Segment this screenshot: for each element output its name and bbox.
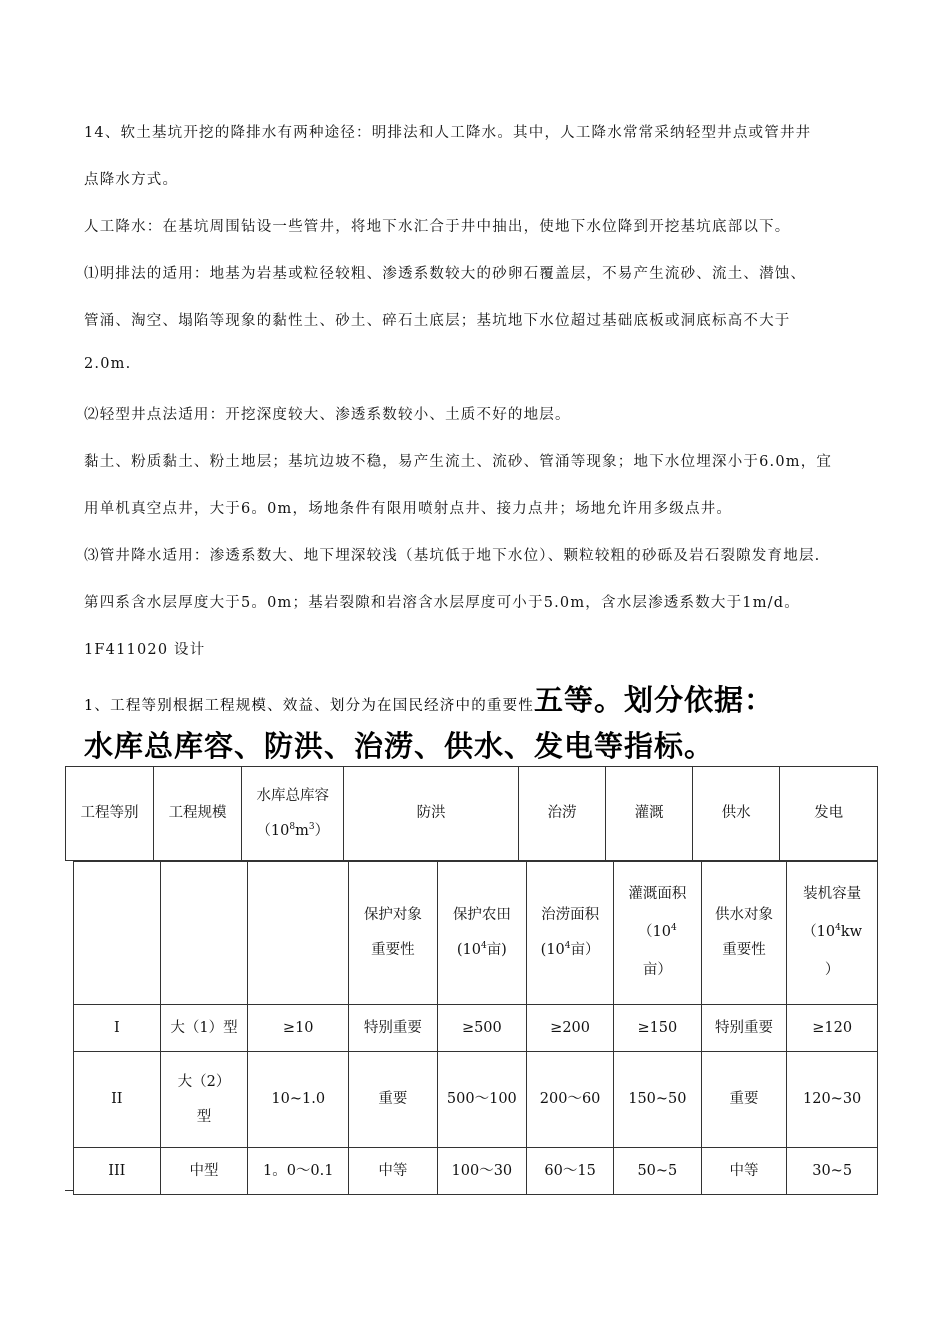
header-capacity-label: 水库总库容 [256,787,329,804]
table-row [74,1148,878,1195]
row1-supply: 特别重要 [701,1005,787,1052]
subheader-empty-3 [248,862,349,1005]
row3-scale: 中型 [160,1148,248,1195]
table-edge-divider [65,1190,73,1191]
row2-drain: 200～60 [527,1052,614,1148]
row3-capacity: 1。0～0.1 [248,1148,349,1195]
row3-protect-object: 中等 [349,1148,437,1195]
row1-grade: I [74,1005,161,1052]
header-scale: 工程规模 [154,767,242,861]
subheader-supply-object: 供水对象 重要性 [701,862,787,1005]
header-flood: 防洪 [344,767,519,861]
row2-grade: II [74,1052,161,1148]
table-row [74,1052,878,1148]
subheader-drain-area: 治涝面积 ($10^4$亩） [527,862,614,1005]
row2-protect-farmland: 500～100 [437,1052,527,1148]
row2-scale: 大（2） 型 [160,1052,248,1148]
row3-power: 30~5 [787,1148,878,1195]
row2-irrigation: 150~50 [614,1052,702,1148]
grading-table-body [73,861,878,1195]
paragraph-7: ⑵轻型井点法适用：开挖深度较大、渗透系数较小、土质不好的地层。 [84,407,571,423]
row3-drain: 60～15 [527,1148,614,1195]
paragraph-9: 用单机真空点井，大于6。0m，场地条件有限用喷射点井、接力点井；场地允许用多级点井。 [84,501,733,517]
row3-grade: III [74,1148,161,1195]
grading-emphasis-1: 五等。划分依据： [534,683,775,717]
paragraph-1: 14、软土基坑开挖的降排水有两种途径：明排法和人工降水。其中，人工降水常常采纳轻型井点或管井井 [84,125,812,141]
table-subheader-row [74,862,878,1005]
subheader-protect-object: 保护对象 重要性 [349,862,437,1005]
grading-table-header [65,766,878,861]
paragraph-11: 第四系含水层厚度大于5。0m；基岩裂隙和岩溶含水层厚度可小于5.0m，含水层渗透系数大于1m/d。 [84,595,800,611]
row1-scale: 大（1）型 [160,1005,248,1052]
row1-irrigation: ≥150 [614,1005,702,1052]
row1-capacity: ≥10 [248,1005,349,1052]
header-irrigation: 灌溉 [606,767,693,861]
header-supply: 供水 [693,767,780,861]
subheader-empty-2 [160,862,248,1005]
header-capacity-unit: $(10^8m^3)$ [256,821,330,839]
row1-protect-farmland: ≥500 [437,1005,527,1052]
row1-protect-object: 特别重要 [349,1005,437,1052]
table-row [74,1005,878,1052]
header-drainage: 治涝 [518,767,605,861]
row2-supply: 重要 [701,1052,787,1148]
paragraph-3: 人工降水：在基坑周围钻设一些管井，将地下水汇合于井中抽出，使地下水位降到开挖基坑底部以下。 [84,219,791,235]
subheader-irrigation-area: 灌溉面积 （$10^4$ 亩） [614,862,702,1005]
row2-capacity: 10~1.0 [248,1052,349,1148]
paragraph-5: 管涌、淘空、塌陷等现象的黏性土、砂土、碎石土底层；基坑地下水位超过基础底板或洞底标高不大于 [84,313,791,329]
paragraph-4: ⑴明排法的适用：地基为岩基或粒径较粗、渗透系数较大的砂卵石覆盖层，不易产生流砂、流土、潜蚀、 [84,266,807,282]
paragraph-6: 2.0m. [84,356,132,372]
row3-protect-farmland: 100～30 [437,1148,527,1195]
header-power: 发电 [780,767,878,861]
section-code: 1F411020 设计 [84,642,206,658]
grading-emphasis-2: 水库总库容、防洪、治涝、供水、发电等指标。 [84,729,715,763]
row1-power: ≥120 [787,1005,878,1052]
subheader-empty-1 [74,862,161,1005]
row3-supply: 中等 [701,1148,787,1195]
header-grade: 工程等别 [66,767,154,861]
subheader-protect-farmland: 保护农田 ($10^4$亩) [437,862,527,1005]
grading-line-1 [84,678,774,719]
row1-drain: ≥200 [527,1005,614,1052]
paragraph-10: ⑶管井降水适用：渗透系数大、地下埋深较浅（基坑低于地下水位）、颗粒较粗的砂砾及岩石裂隙发育地层. [84,548,821,564]
paragraph-8: 黏土、粉质黏土、粉土地层；基坑边坡不稳，易产生流土、流砂、管涌等现象；地下水位埋深小于6.0m，宜 [84,454,833,470]
row2-protect-object: 重要 [349,1052,437,1148]
header-capacity [242,767,344,861]
subheader-power-capacity: 装机容量 （$10^4kw$ ） [787,862,878,1005]
row3-irrigation: 50~5 [614,1148,702,1195]
grading-lead: 1、工程等别根据工程规模、效益、划分为在国民经济中的重要性 [84,698,535,714]
paragraph-2: 点降水方式。 [84,172,179,188]
row2-power: 120~30 [787,1052,878,1148]
